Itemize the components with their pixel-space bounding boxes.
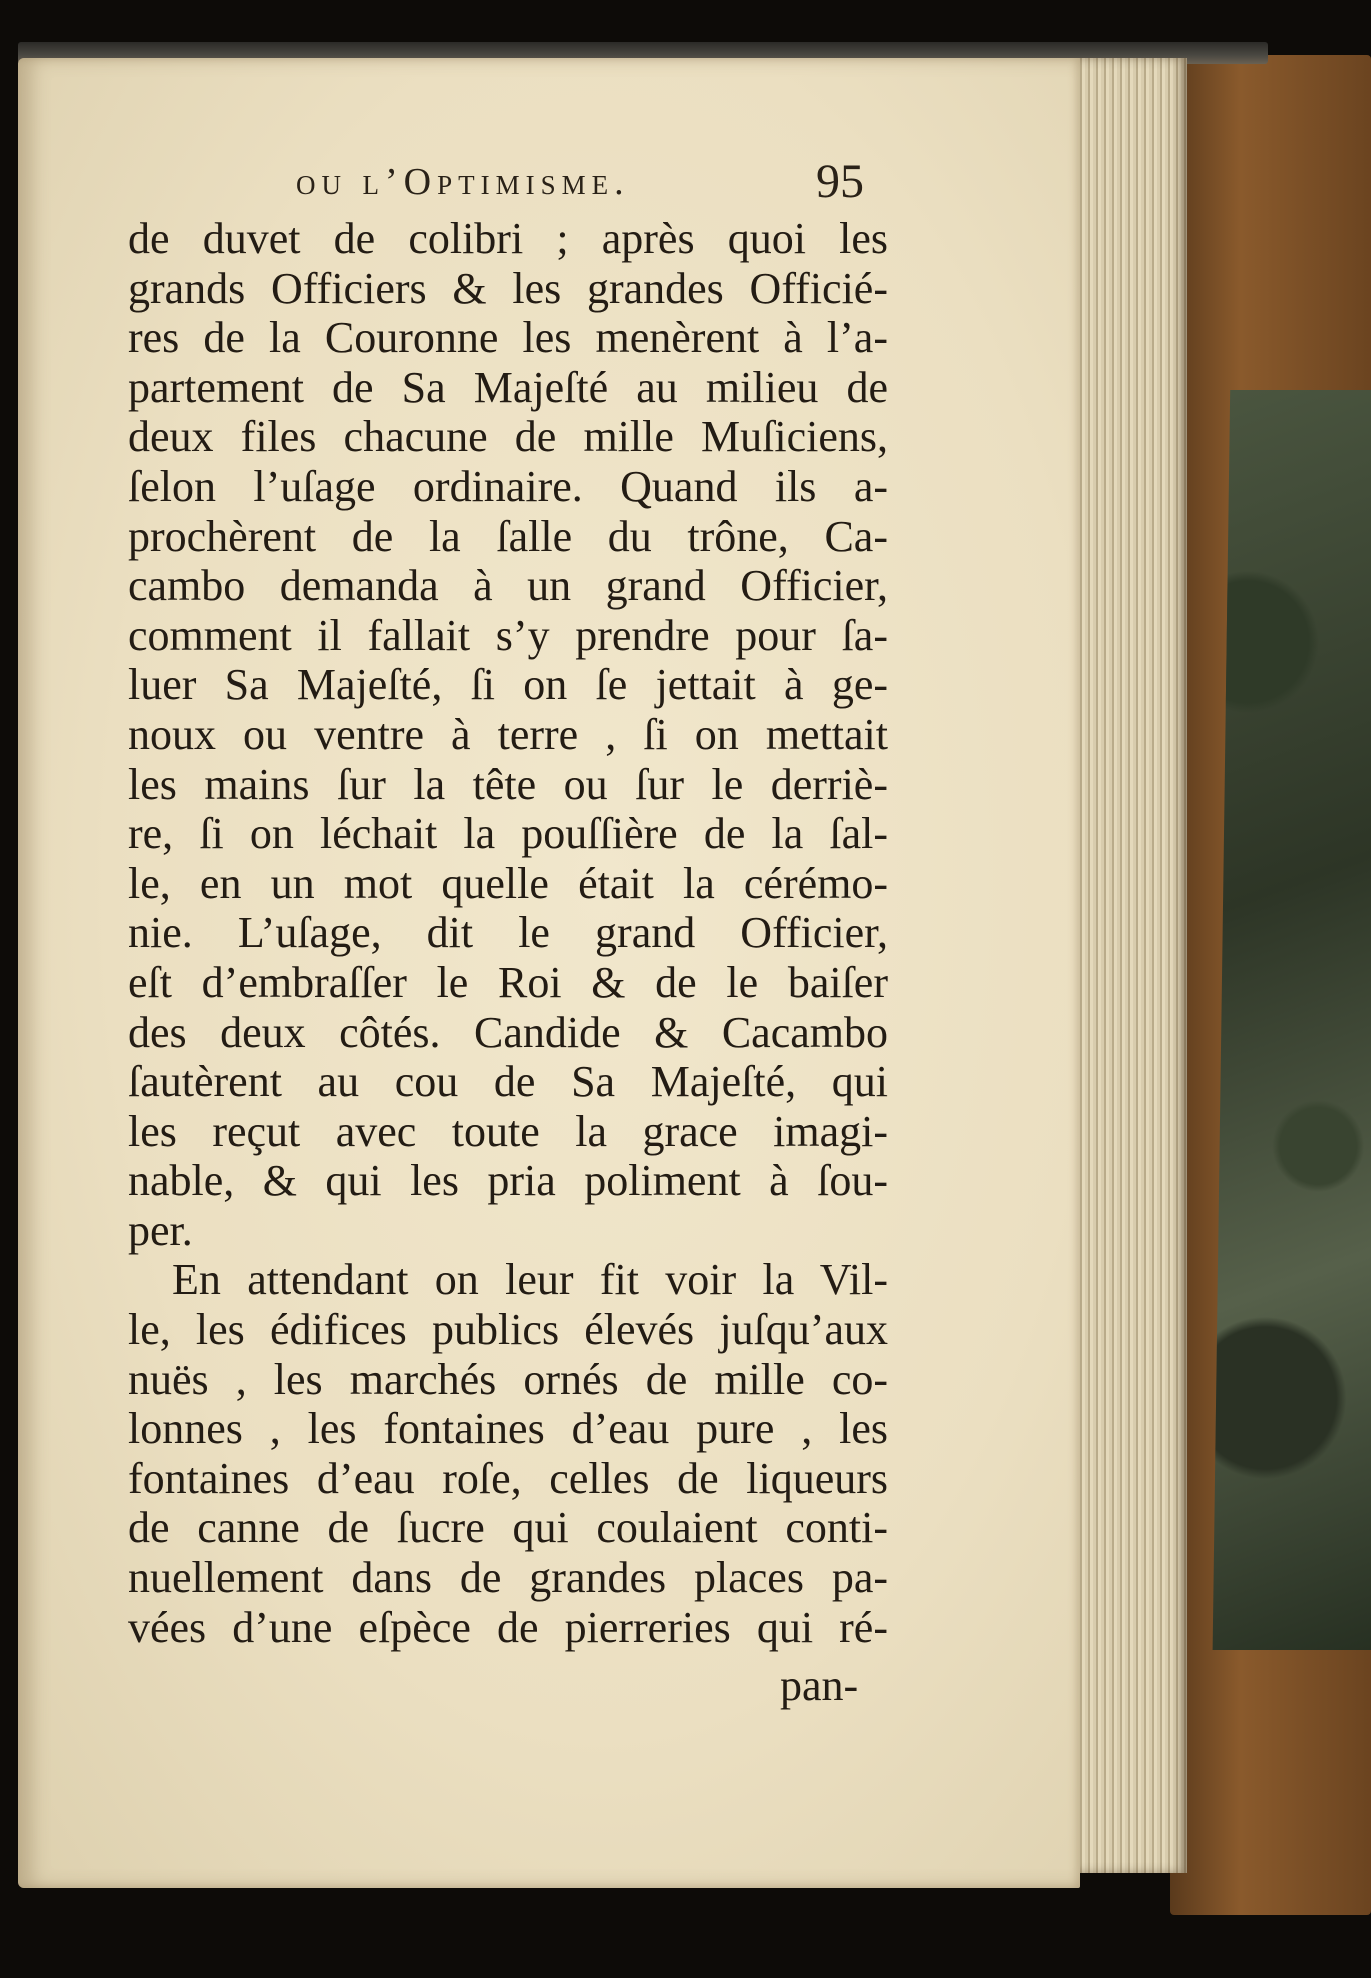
text-line: deux files chacune de mille Muſiciens, <box>128 412 888 462</box>
page-header <box>296 154 896 210</box>
text-line: luer Sa Majeſté, ſi on ſe jettait à ge- <box>128 660 888 710</box>
text-line: comment il fallait s’y prendre pour ſa- <box>128 610 888 660</box>
text-line: eſt d’embraſſer le Roi & de le baiſer <box>128 957 888 1007</box>
text-line: partement de Sa Majeſté au milieu de <box>128 362 888 412</box>
text-line: per. <box>128 1205 193 1255</box>
text-line: nuës , les marchés ornés de mille co- <box>128 1354 888 1404</box>
page-edges <box>1075 58 1187 1873</box>
text-line: de duvet de colibri ; après quoi les <box>128 214 888 263</box>
text-line: ſautèrent au cou de Sa Majeſté, qui <box>128 1057 888 1107</box>
text-line: vées d’une eſpèce de pierreries qui ré- <box>128 1602 888 1652</box>
text-line: lonnes , les fontaines d’eau pure , les <box>128 1404 888 1454</box>
body-text <box>128 214 888 1652</box>
text-line: nuellement dans de grandes places pa- <box>128 1553 888 1603</box>
text-line: nie. L’uſage, dit le grand Officier, <box>128 908 888 958</box>
text-line: les mains ſur la tête ou ſur le derriè- <box>128 759 888 809</box>
text-line: fontaines d’eau roſe, celles de liqueurs <box>128 1453 888 1503</box>
text-line: noux ou ventre à terre , ſi on mettait <box>128 709 888 759</box>
running-head: ou l’Optimisme. <box>296 161 630 203</box>
text-line: les reçut avec toute la grace imagi- <box>128 1106 888 1156</box>
text-line: le, les édifices publics élevés juſqu’aux <box>128 1305 888 1355</box>
text-line: grands Officiers & les grandes Officié- <box>128 263 888 313</box>
text-line: prochèrent de la ſalle du trône, Ca- <box>128 511 888 561</box>
text-line: cambo demanda à un grand Officier, <box>128 561 888 611</box>
text-line: En attendant on leur fit voir la Vil- <box>172 1255 888 1305</box>
text-line: nable, & qui les pria poliment à ſou- <box>128 1156 888 1206</box>
text-line: de canne de ſucre qui coulaient conti- <box>128 1503 888 1553</box>
text-line: le, en un mot quelle était la cérémo- <box>128 858 888 908</box>
catchword: pan- <box>780 1661 859 1710</box>
text-line: re, ſi on léchait la pouſſière de la ſal- <box>128 809 888 859</box>
text-line: res de la Couronne les menèrent à l’a- <box>128 313 888 363</box>
text-line: des deux côtés. Candide & Cacambo <box>128 1007 888 1057</box>
text-line: ſelon l’uſage ordinaire. Quand ils a- <box>128 461 888 511</box>
page-number: 95 <box>816 155 864 208</box>
